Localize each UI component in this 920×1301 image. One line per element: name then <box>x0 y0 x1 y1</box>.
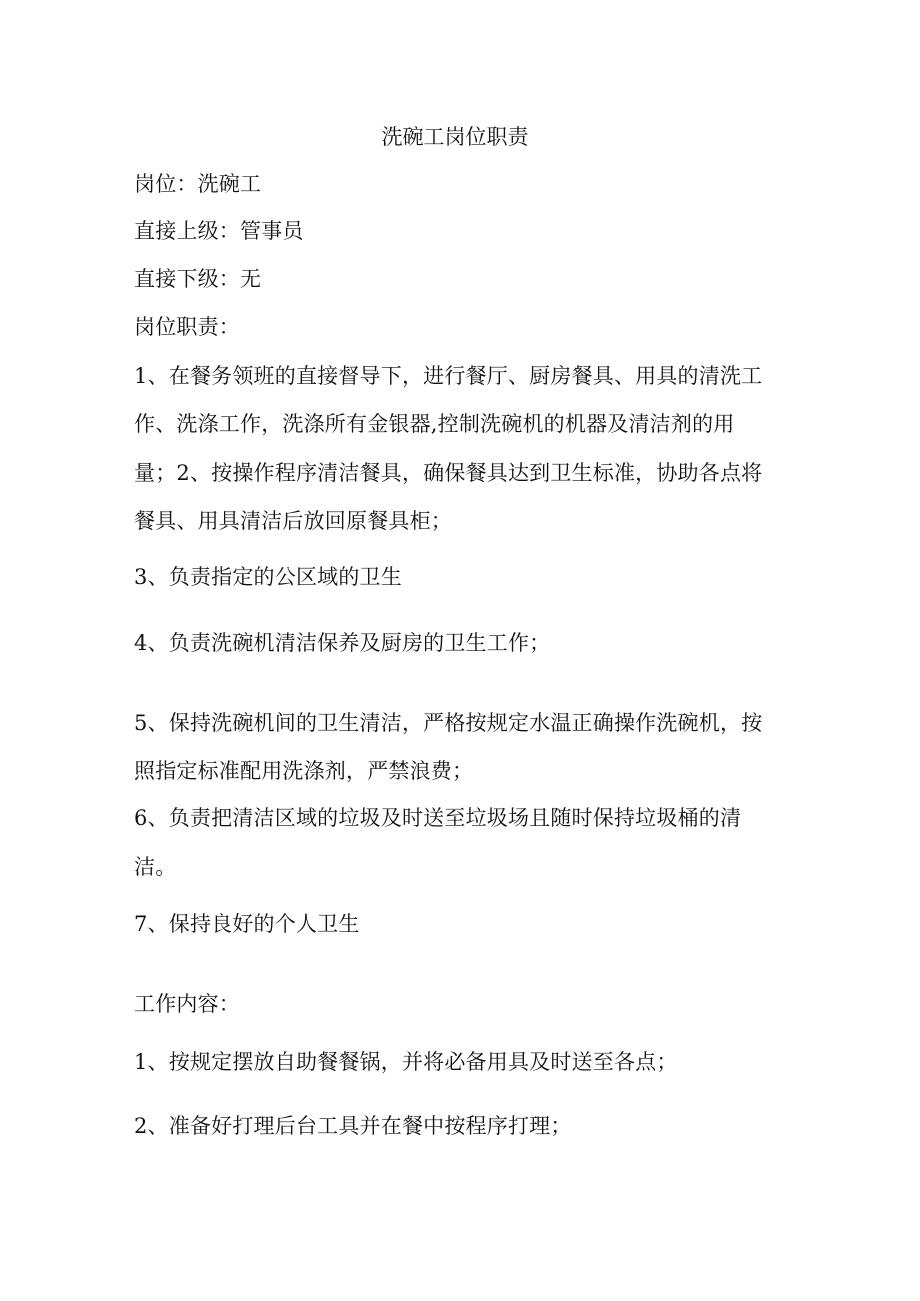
duty-line: 1、在餐务领班的直接督导下，进行餐厅、厨房餐具、用具的清洗工 <box>134 364 763 388</box>
superior-line: 直接上级：管事员 <box>134 219 304 243</box>
duty-line: 照指定标准配用洗涤剂，严禁浪费； <box>134 759 474 783</box>
work-heading: 工作内容： <box>134 992 240 1016</box>
duty-line: 量；2、按操作程序清洁餐具，确保餐具达到卫生标准，协助各点将 <box>134 461 763 485</box>
document-title: 洗碗工岗位职责 <box>381 125 529 149</box>
work-line: 1、按规定摆放自助餐餐锅，并将必备用具及时送至各点； <box>134 1050 678 1074</box>
duty-line: 4、负责洗碗机清洁保养及厨房的卫生工作； <box>134 631 551 655</box>
duty-line: 5、保持洗碗机间的卫生清洁，严格按规定水温正确操作洗碗机，按 <box>134 711 763 735</box>
duty-line: 3、负责指定的公区域的卫生 <box>134 565 402 589</box>
duty-line: 6、负责把清洁区域的垃圾及时送至垃圾场且随时保持垃圾桶的清 <box>134 806 742 830</box>
position-line: 岗位：洗碗工 <box>134 172 262 196</box>
subordinate-line: 直接下级：无 <box>134 267 262 291</box>
duty-line: 7、保持良好的个人卫生 <box>134 912 360 936</box>
duties-heading: 岗位职责： <box>134 315 240 339</box>
duty-line: 洁。 <box>134 855 177 879</box>
duty-line: 餐具、用具清洁后放回原餐具柜； <box>134 509 452 533</box>
work-line: 2、准备好打理后台工具并在餐中按程序打理； <box>134 1114 572 1138</box>
duty-line: 作、洗涤工作，洗涤所有金银器,控制洗碗机的机器及清洁剂的用 <box>134 412 735 436</box>
